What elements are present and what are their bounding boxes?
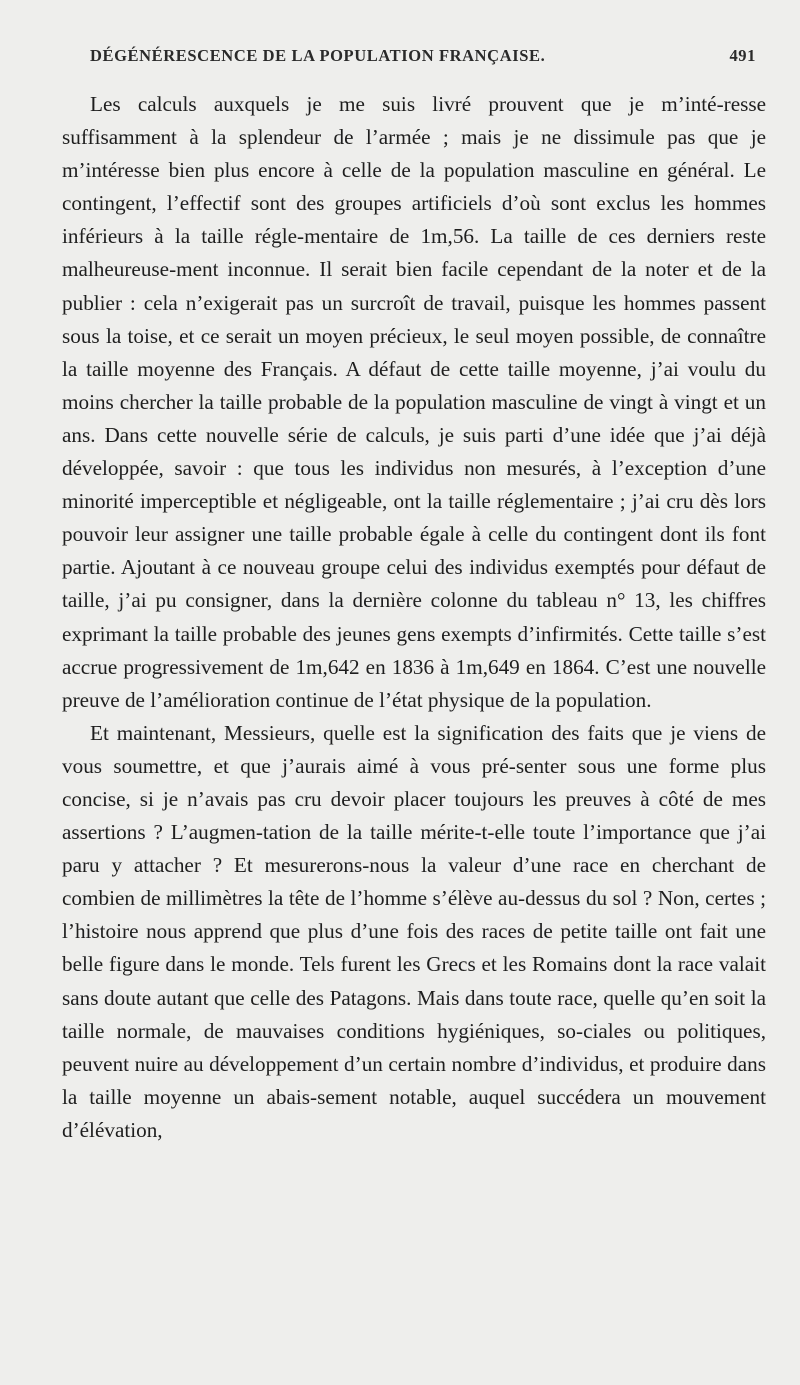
body-text	[62, 88, 766, 1147]
paragraph: Les calculs auxquels je me suis livré prouvent que je m’inté-resse suffisamment à la splendeur de l’armée ; mais je ne dissimule pas que je m’intéresse bien plus encore à celle de la population masculine en général. Le contingent, l’effectif sont des groupes artificiels d’où sont exclus les hommes inférieurs à la taille régle-mentaire de 1m,56. La taille de ces derniers reste malheureuse-ment inconnue. Il serait bien facile cependant de la noter et de la publier : cela n’exigerait pas un surcroît de travail, puisque les hommes passent sous la toise, et ce serait un moyen précieux, le seul moyen possible, de connaître la taille moyenne des Français. A défaut de cette taille moyenne, j’ai voulu du moins chercher la taille probable de la population masculine de vingt à vingt et un ans. Dans cette nouvelle série de calculs, je suis parti d’une idée que j’ai déjà développée, savoir : que tous les individus non mesurés, à l’exception d’une minorité imperceptible et négligeable, ont la taille réglementaire ; j’ai cru dès lors pouvoir leur assigner une taille probable égale à celle du contingent dont ils font partie. Ajoutant à ce nouveau groupe celui des individus exemptés pour défaut de taille, j’ai pu consigner, dans la dernière colonne du tableau n° 13, les chiffres exprimant la taille probable des jeunes gens exempts d’infirmités. Cette taille s’est accrue progressivement de 1m,642 en 1836 à 1m,649 en 1864. C’est une nouvelle preuve de l’amélioration continue de l’état physique de la population.	[62, 92, 766, 712]
running-head	[62, 46, 766, 76]
paragraph: Et maintenant, Messieurs, quelle est la signification des faits que je viens de vous soumettre, et que j’aurais aimé à vous pré-senter sous une forme plus concise, si je n’avais pas cru devoir placer toujours les preuves à côté de mes assertions ? L’augmen-tation de la taille mérite-t-elle toute l’importance que j’ai paru y attacher ? Et mesurerons-nous la valeur d’une race en cherchant de combien de millimètres la tête de l’homme s’élève au-dessus du sol ? Non, certes ; l’histoire nous apprend que plus d’une fois des races de petite taille ont fait une belle figure dans le monde. Tels furent les Grecs et les Romains dont la race valait sans doute autant que celle des Patagons. Mais dans toute race, quelle qu’en soit la taille normale, de mauvaises conditions hygiéniques, so-ciales ou politiques, peuvent nuire au développement d’un certain nombre d’individus, et produire dans la taille moyenne un abais-sement notable, auquel succédera un mouvement d’élévation,	[62, 720, 766, 1142]
page-number: 491	[729, 46, 756, 65]
running-title: DÉGÉNÉRESCENCE DE LA POPULATION FRANÇAISE.	[90, 46, 546, 65]
